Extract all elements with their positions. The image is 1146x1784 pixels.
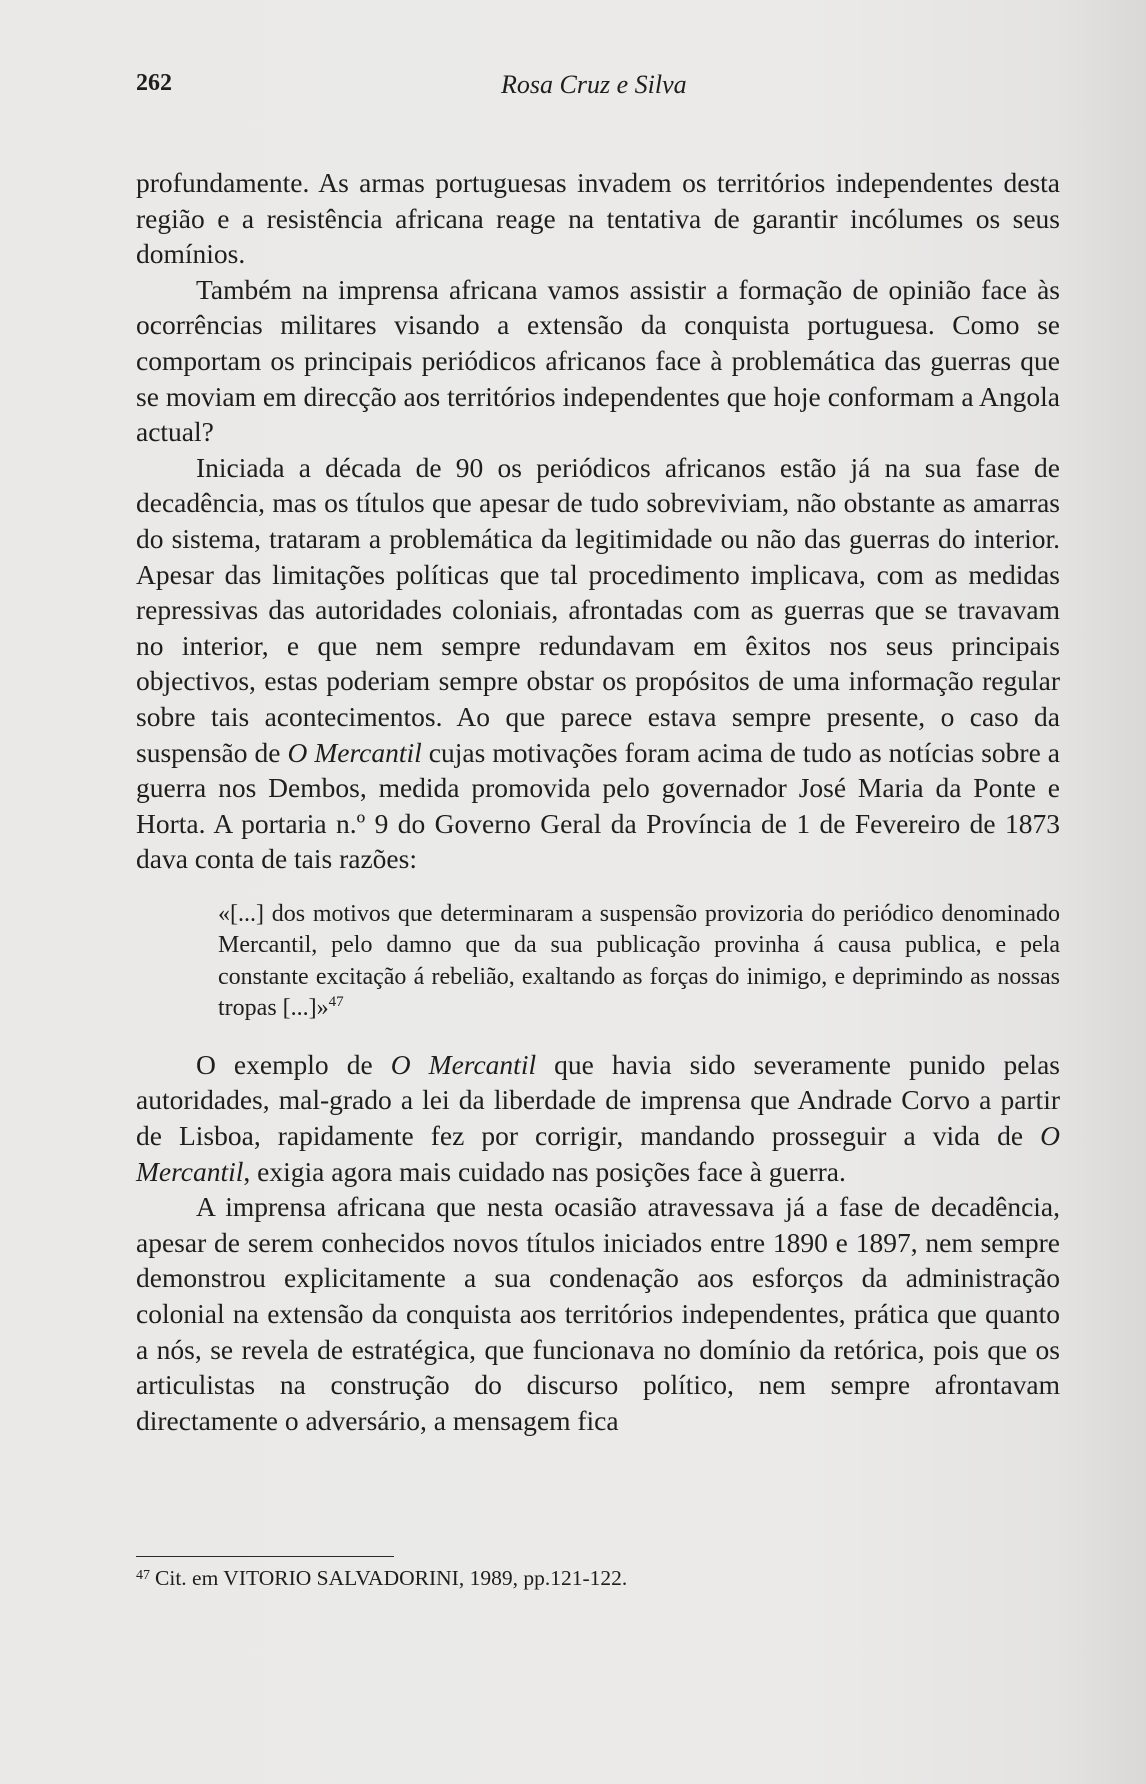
paragraph-5: A imprensa africana que nesta ocasião atravessava já a fase de decadência, apesar de serem conhecidos novos títulos iniciados entre 1890 e 1897, nem sempre demonstrou explicitamente a sua condenação aos esforços da administração colonial na extensão da conquista aos territórios independentes, prática que quanto a nós, se revela de estratégica, que funcionava no domínio da retórica, pois que os articulistas na construção do discurso político, nem sempre afrontavam directamente o adversário, a mensagem fica <box>136 1191 1060 1436</box>
paragraph-3-text-a: Iniciada a década de 90 os periódicos africanos estão já na sua fase de decadência, mas os títulos que apesar de tudo sobreviviam, não obstante as amarras do sistema, trataram a problemática da legitimidade ou não das guerras do interior. Apesar das limitações políticas que tal procedimento implicava, com as medidas repressivas das autoridades coloniais, afrontadas com as guerras que se travavam no interior, e que nem sempre redundavam em êxitos nos seus principais objectivos, estas poderiam sempre obstar os propósitos de uma informação regular sobre tais acontecimentos. Ao que parece estava sempre presente, o caso da suspensão de <box>136 451 1060 768</box>
paragraph-3 <box>136 450 1060 877</box>
footnote <box>136 1566 627 1591</box>
newspaper-title: O Mercantil <box>390 1048 537 1080</box>
body-text <box>136 165 1060 1438</box>
footnote-number: 47 <box>136 1568 150 1583</box>
paragraph-2: Também na imprensa africana vamos assistir a formação de opinião face às ocorrências militares visando a extensão da conquista portuguesa. Como se comportam os principais periódicos africanos face à problemática das guerras que se moviam em direcção aos territórios independentes que hoje conformam a Angola actual? <box>136 273 1060 448</box>
block-quote-text: «[...] dos motivos que determinaram a suspensão provizoria do periódico denominado Mercantil, pelo damno que da sua publicação provinha á causa publica, e pela constante excitação á rebelião, exaltando as forças do inimigo, e deprimindo as nossas tropas [...]» <box>218 900 1060 1022</box>
paragraph-1: profundamente. As armas portuguesas invadem os territórios independentes desta região e a resistência africana reage na tentativa de garantir incólumes os seus domínios. <box>136 167 1060 270</box>
newspaper-title: O Mercantil <box>136 1120 1060 1187</box>
paragraph-4-text-c: , exigia agora mais cuidado nas posições face à guerra. <box>243 1155 846 1187</box>
running-title: Rosa Cruz e Silva <box>501 70 687 99</box>
newspaper-title: O Mercantil <box>287 736 422 768</box>
paragraph-4-text-a: O exemplo de <box>196 1048 391 1080</box>
page-number: 262 <box>136 70 172 96</box>
footnote-text: Cit. em VITORIO SALVADORINI, 1989, pp.121-122. <box>155 1566 628 1590</box>
footnote-divider <box>136 1556 394 1557</box>
paragraph-3-text-b: cujas motivações foram acima de tudo as notícias sobre a guerra nos Dembos, medida promovida pelo governador José Maria da Ponte e Horta. A portaria n.º 9 do Governo Geral da Província de 1 de Fevereiro de 1873 dava conta de tais razões: <box>136 736 1060 875</box>
block-quote <box>218 899 1060 1025</box>
paragraph-4 <box>136 1047 1060 1189</box>
footnote-reference: 47 <box>328 994 344 1011</box>
paragraph-4-text-b: que havia sido severamente punido pelas autoridades, mal-grado a lei da liberdade de imprensa que Andrade Corvo a partir de Lisboa, rapidamente fez por corrigir, mandando prosseguir a vida de <box>136 1048 1060 1152</box>
running-head <box>136 70 1060 106</box>
